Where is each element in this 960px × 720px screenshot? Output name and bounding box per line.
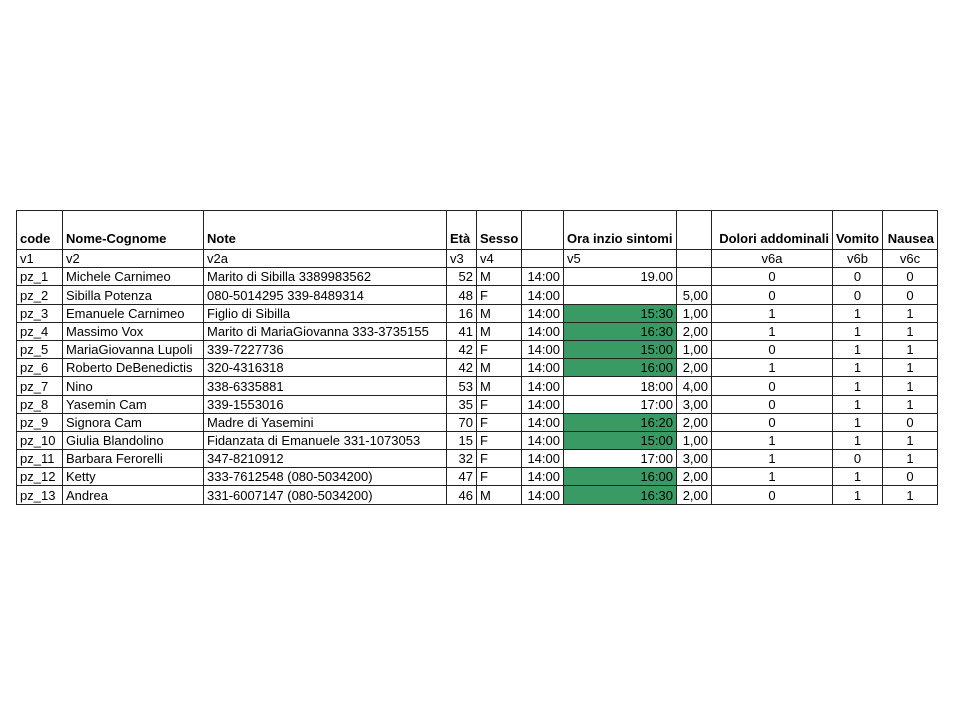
cell-meal-time[interactable]: 14:00 — [522, 268, 564, 286]
table-row — [17, 286, 938, 304]
cell-delta[interactable]: 3,00 — [677, 450, 712, 468]
cell-note[interactable]: Fidanzata di Emanuele 331-1073053 — [204, 431, 447, 449]
var-ora[interactable]: v5 — [564, 250, 677, 268]
cell-nausea[interactable]: 1 — [883, 340, 938, 358]
cell-delta[interactable]: 2,00 — [677, 413, 712, 431]
cell-note[interactable]: 347-8210912 — [204, 450, 447, 468]
cell-meal-time[interactable]: 14:00 — [522, 377, 564, 395]
cell-eta[interactable]: 47 — [447, 468, 477, 486]
cell-nausea[interactable]: 1 — [883, 359, 938, 377]
cell-code[interactable]: pz_1 — [17, 268, 63, 286]
cell-nausea[interactable]: 1 — [883, 431, 938, 449]
header-sesso[interactable]: Sesso — [477, 211, 522, 250]
cell-code[interactable]: pz_7 — [17, 377, 63, 395]
cell-code[interactable]: pz_12 — [17, 468, 63, 486]
cell-dolori[interactable]: 1 — [712, 450, 833, 468]
cell-nausea[interactable]: 1 — [883, 395, 938, 413]
cell-sesso[interactable]: M — [477, 304, 522, 322]
cell-eta[interactable]: 16 — [447, 304, 477, 322]
var-note[interactable]: v2a — [204, 250, 447, 268]
cell-name[interactable]: Roberto DeBenedictis — [63, 359, 204, 377]
cell-code[interactable]: pz_10 — [17, 431, 63, 449]
cell-vomito[interactable]: 1 — [833, 431, 883, 449]
cell-dolori[interactable]: 0 — [712, 268, 833, 286]
cell-delta[interactable]: 5,00 — [677, 286, 712, 304]
cell-note[interactable]: Marito di Sibilla 3389983562 — [204, 268, 447, 286]
cell-eta[interactable]: 42 — [447, 340, 477, 358]
cell-eta[interactable]: 46 — [447, 486, 477, 504]
cell-vomito[interactable]: 1 — [833, 377, 883, 395]
cell-code[interactable]: pz_8 — [17, 395, 63, 413]
cell-dolori[interactable]: 1 — [712, 468, 833, 486]
cell-vomito[interactable]: 1 — [833, 413, 883, 431]
cell-sesso[interactable]: F — [477, 340, 522, 358]
cell-delta[interactable]: 4,00 — [677, 377, 712, 395]
cell-name[interactable]: Giulia Blandolino — [63, 431, 204, 449]
table-row — [17, 359, 938, 377]
cell-nausea[interactable]: 1 — [883, 304, 938, 322]
cell-name[interactable]: MariaGiovanna Lupoli — [63, 340, 204, 358]
cell-dolori[interactable]: 1 — [712, 322, 833, 340]
table-row — [17, 486, 938, 504]
cell-sesso[interactable]: M — [477, 322, 522, 340]
cell-vomito[interactable]: 0 — [833, 268, 883, 286]
cell-name[interactable]: Nino — [63, 377, 204, 395]
cell-note[interactable]: 338-6335881 — [204, 377, 447, 395]
cell-ora[interactable]: 17:00 — [564, 450, 677, 468]
cell-nausea[interactable]: 0 — [883, 468, 938, 486]
var-code[interactable]: v1 — [17, 250, 63, 268]
cell-eta[interactable]: 70 — [447, 413, 477, 431]
cell-sesso[interactable]: M — [477, 377, 522, 395]
cell-name[interactable]: Emanuele Carnimeo — [63, 304, 204, 322]
header-code[interactable]: code — [17, 211, 63, 250]
cell-vomito[interactable]: 0 — [833, 450, 883, 468]
cell-sesso[interactable]: F — [477, 395, 522, 413]
cell-vomito[interactable]: 1 — [833, 322, 883, 340]
cell-code[interactable]: pz_9 — [17, 413, 63, 431]
variable-row — [17, 250, 938, 268]
cell-ora[interactable]: 15:00 — [564, 340, 677, 358]
cell-dolori[interactable]: 0 — [712, 395, 833, 413]
table-row — [17, 377, 938, 395]
spreadsheet — [16, 210, 937, 505]
cell-dolori[interactable]: 1 — [712, 304, 833, 322]
cell-meal-time[interactable]: 14:00 — [522, 340, 564, 358]
cell-note[interactable]: Marito di MariaGiovanna 333-3735155 — [204, 322, 447, 340]
cell-ora[interactable]: 15:00 — [564, 431, 677, 449]
cell-delta[interactable]: 1,00 — [677, 431, 712, 449]
cell-name[interactable]: Signora Cam — [63, 413, 204, 431]
patient-table — [16, 210, 938, 505]
cell-vomito[interactable]: 1 — [833, 468, 883, 486]
cell-name[interactable]: Massimo Vox — [63, 322, 204, 340]
cell-note[interactable]: 339-1553016 — [204, 395, 447, 413]
cell-meal-time[interactable]: 14:00 — [522, 468, 564, 486]
table-row — [17, 450, 938, 468]
cell-meal-time[interactable]: 14:00 — [522, 322, 564, 340]
cell-meal-time[interactable]: 14:00 — [522, 413, 564, 431]
cell-ora[interactable]: 16:20 — [564, 413, 677, 431]
cell-delta[interactable]: 2,00 — [677, 486, 712, 504]
var-blank-1[interactable] — [522, 250, 564, 268]
cell-sesso[interactable]: M — [477, 359, 522, 377]
cell-sesso[interactable]: F — [477, 431, 522, 449]
cell-meal-time[interactable]: 14:00 — [522, 486, 564, 504]
cell-name[interactable]: Yasemin Cam — [63, 395, 204, 413]
cell-name[interactable]: Sibilla Potenza — [63, 286, 204, 304]
cell-ora[interactable]: 17:00 — [564, 395, 677, 413]
cell-dolori[interactable]: 1 — [712, 431, 833, 449]
table-row — [17, 304, 938, 322]
table-row — [17, 395, 938, 413]
cell-vomito[interactable]: 1 — [833, 340, 883, 358]
header-vomito[interactable]: Vomito — [833, 211, 883, 250]
header-row — [17, 211, 938, 250]
cell-name[interactable]: Ketty — [63, 468, 204, 486]
table-row — [17, 340, 938, 358]
cell-sesso[interactable]: F — [477, 468, 522, 486]
cell-dolori[interactable]: 1 — [712, 359, 833, 377]
cell-dolori[interactable]: 0 — [712, 486, 833, 504]
cell-sesso[interactable]: M — [477, 268, 522, 286]
cell-note[interactable]: 331-6007147 (080-5034200) — [204, 486, 447, 504]
cell-vomito[interactable]: 0 — [833, 286, 883, 304]
cell-ora[interactable]: 16:00 — [564, 468, 677, 486]
header-dolori[interactable]: Dolori addominali — [712, 211, 833, 250]
cell-delta[interactable]: 3,00 — [677, 395, 712, 413]
cell-ora[interactable]: 16:30 — [564, 486, 677, 504]
cell-nausea[interactable]: 0 — [883, 413, 938, 431]
cell-meal-time[interactable]: 14:00 — [522, 450, 564, 468]
cell-code[interactable]: pz_11 — [17, 450, 63, 468]
cell-dolori[interactable]: 0 — [712, 413, 833, 431]
cell-note[interactable]: Madre di Yasemini — [204, 413, 447, 431]
cell-nausea[interactable]: 1 — [883, 486, 938, 504]
var-vomito[interactable]: v6b — [833, 250, 883, 268]
cell-vomito[interactable]: 1 — [833, 304, 883, 322]
header-blank-1[interactable] — [522, 211, 564, 250]
cell-ora[interactable]: 16:00 — [564, 359, 677, 377]
cell-eta[interactable]: 42 — [447, 359, 477, 377]
var-sesso[interactable]: v4 — [477, 250, 522, 268]
cell-code[interactable]: pz_6 — [17, 359, 63, 377]
header-eta[interactable]: Età — [447, 211, 477, 250]
cell-dolori[interactable]: 0 — [712, 377, 833, 395]
cell-dolori[interactable]: 0 — [712, 286, 833, 304]
cell-nausea[interactable]: 0 — [883, 286, 938, 304]
cell-name[interactable]: Andrea — [63, 486, 204, 504]
cell-sesso[interactable]: F — [477, 450, 522, 468]
header-ora[interactable]: Ora inzio sintomi — [564, 211, 677, 250]
cell-ora[interactable]: 15:30 — [564, 304, 677, 322]
cell-code[interactable]: pz_13 — [17, 486, 63, 504]
var-blank-2[interactable] — [677, 250, 712, 268]
cell-eta[interactable]: 52 — [447, 268, 477, 286]
var-name[interactable]: v2 — [63, 250, 204, 268]
cell-note[interactable]: Figlio di Sibilla — [204, 304, 447, 322]
table-row — [17, 431, 938, 449]
cell-delta[interactable]: 2,00 — [677, 322, 712, 340]
cell-ora[interactable]: 19.00 — [564, 268, 677, 286]
cell-code[interactable]: pz_2 — [17, 286, 63, 304]
table-row — [17, 268, 938, 286]
cell-meal-time[interactable]: 14:00 — [522, 431, 564, 449]
cell-eta[interactable]: 35 — [447, 395, 477, 413]
cell-note[interactable]: 333-7612548 (080-5034200) — [204, 468, 447, 486]
cell-code[interactable]: pz_4 — [17, 322, 63, 340]
header-name[interactable]: Nome-Cognome — [63, 211, 204, 250]
cell-code[interactable]: pz_5 — [17, 340, 63, 358]
cell-meal-time[interactable]: 14:00 — [522, 304, 564, 322]
cell-delta[interactable]: 2,00 — [677, 468, 712, 486]
cell-vomito[interactable]: 1 — [833, 395, 883, 413]
cell-vomito[interactable]: 1 — [833, 486, 883, 504]
header-blank-2[interactable] — [677, 211, 712, 250]
cell-name[interactable]: Michele Carnimeo — [63, 268, 204, 286]
cell-nausea[interactable]: 1 — [883, 322, 938, 340]
cell-meal-time[interactable]: 14:00 — [522, 286, 564, 304]
cell-code[interactable]: pz_3 — [17, 304, 63, 322]
cell-delta[interactable]: 2,00 — [677, 359, 712, 377]
cell-ora[interactable]: 16:30 — [564, 322, 677, 340]
var-eta[interactable]: v3 — [447, 250, 477, 268]
cell-eta[interactable]: 53 — [447, 377, 477, 395]
cell-nausea[interactable]: 1 — [883, 377, 938, 395]
cell-eta[interactable]: 32 — [447, 450, 477, 468]
var-nausea[interactable]: v6c — [883, 250, 938, 268]
cell-nausea[interactable]: 0 — [883, 268, 938, 286]
table-row — [17, 322, 938, 340]
cell-delta[interactable]: 1,00 — [677, 340, 712, 358]
header-note[interactable]: Note — [204, 211, 447, 250]
cell-delta[interactable] — [677, 268, 712, 286]
header-nausea[interactable]: Nausea — [883, 211, 938, 250]
cell-dolori[interactable]: 0 — [712, 340, 833, 358]
cell-sesso[interactable]: M — [477, 486, 522, 504]
cell-meal-time[interactable]: 14:00 — [522, 395, 564, 413]
cell-name[interactable]: Barbara Ferorelli — [63, 450, 204, 468]
cell-eta[interactable]: 41 — [447, 322, 477, 340]
cell-meal-time[interactable]: 14:00 — [522, 359, 564, 377]
cell-sesso[interactable]: F — [477, 413, 522, 431]
cell-sesso[interactable]: F — [477, 286, 522, 304]
cell-vomito[interactable]: 1 — [833, 359, 883, 377]
cell-eta[interactable]: 48 — [447, 286, 477, 304]
cell-nausea[interactable]: 1 — [883, 450, 938, 468]
cell-ora[interactable] — [564, 286, 677, 304]
cell-note[interactable]: 080-5014295 339-8489314 — [204, 286, 447, 304]
cell-eta[interactable]: 15 — [447, 431, 477, 449]
var-dolori[interactable]: v6a — [712, 250, 833, 268]
table-row — [17, 468, 938, 486]
cell-note[interactable]: 320-4316318 — [204, 359, 447, 377]
cell-note[interactable]: 339-7227736 — [204, 340, 447, 358]
cell-ora[interactable]: 18:00 — [564, 377, 677, 395]
cell-delta[interactable]: 1,00 — [677, 304, 712, 322]
table-row — [17, 413, 938, 431]
